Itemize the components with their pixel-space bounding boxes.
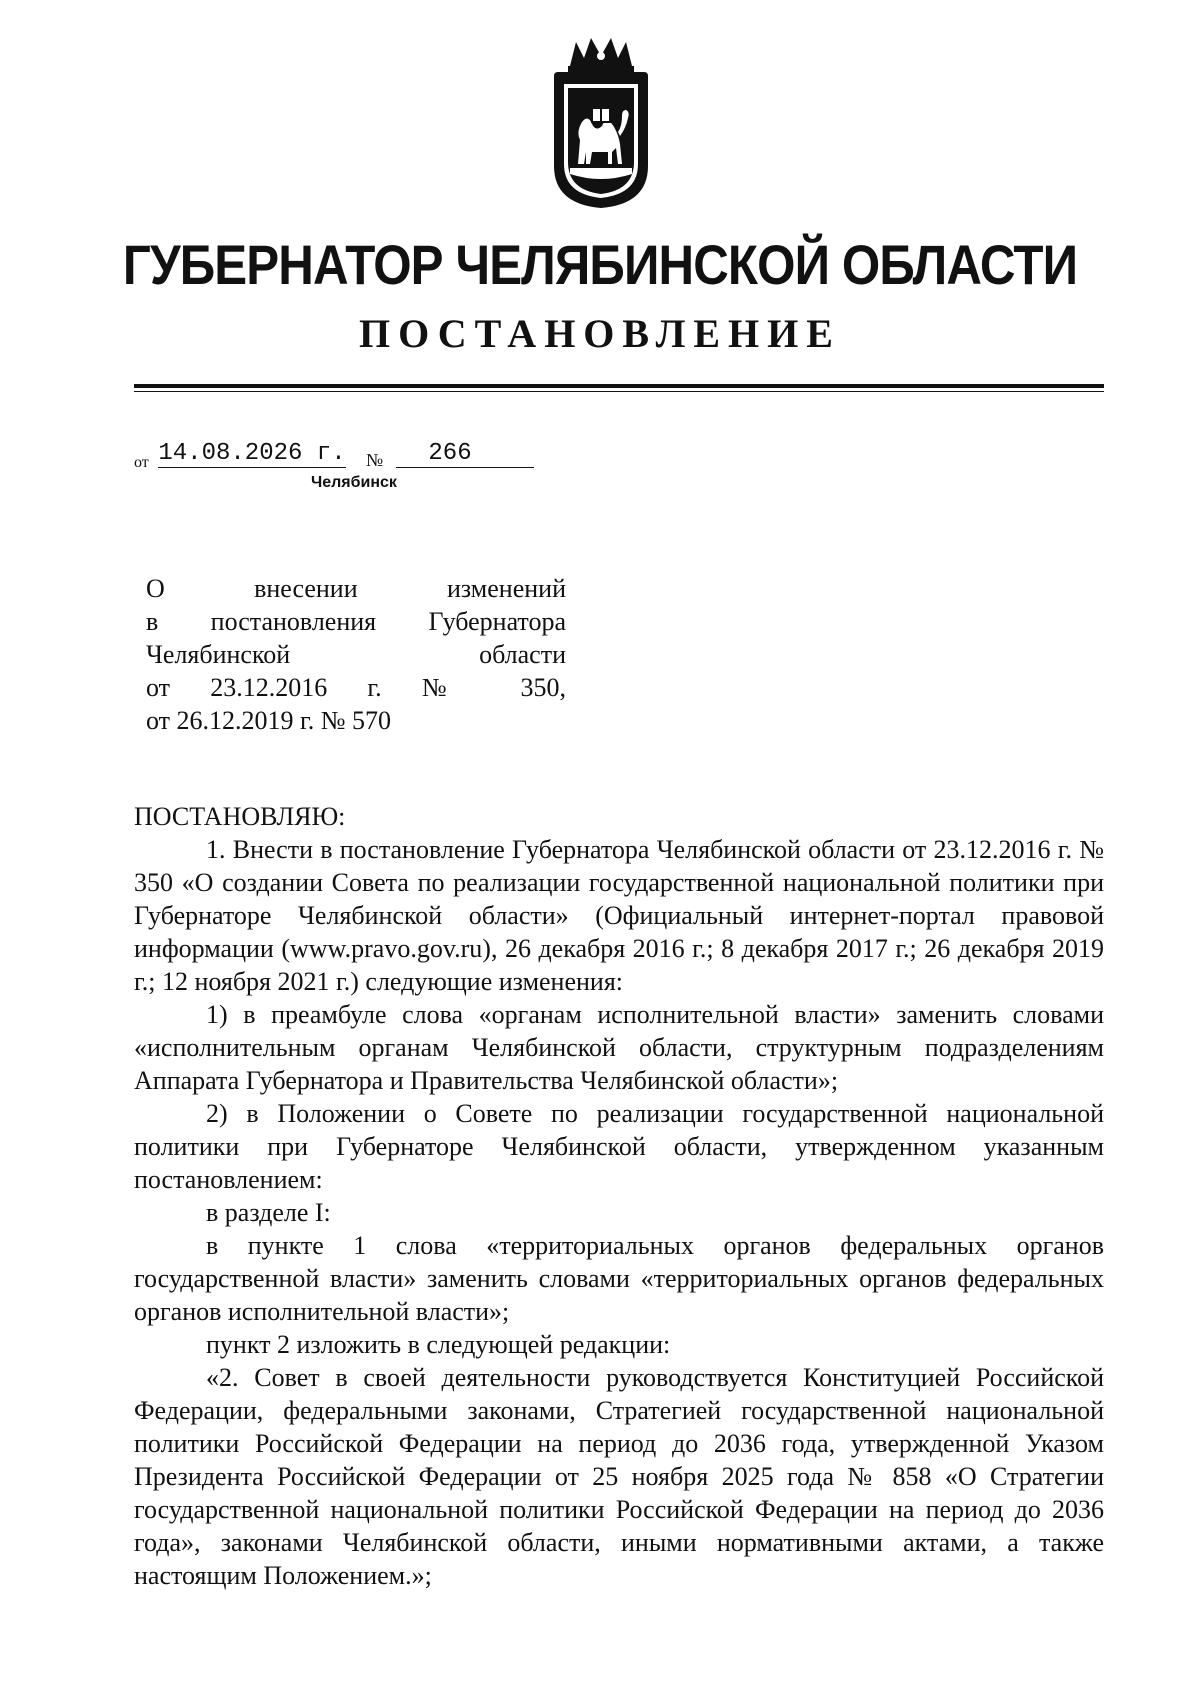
header-rule-thin xyxy=(134,391,1104,392)
city-name: Челябинск xyxy=(311,474,397,491)
subject-line: от 26.12.2019 г. № 570 xyxy=(146,706,392,735)
document-type: ПОСТАНОВЛЕНИЕ xyxy=(359,311,841,356)
resolution-heading: ПОСТАНОВЛЯЮ: xyxy=(134,802,346,831)
document-date: 14.08.2026 г. xyxy=(158,440,346,467)
document-subject xyxy=(146,572,566,737)
date-label: от xyxy=(134,454,149,471)
coat-of-arms-icon xyxy=(548,36,654,210)
body-paragraph: в разделе I: xyxy=(206,1198,331,1227)
document-number: 266 xyxy=(396,440,534,468)
subject-line: от 23.12.2016 г. № 350, xyxy=(146,673,566,702)
body-paragraph: пункт 2 изложить в следующей редакции: xyxy=(206,1330,671,1359)
subject-line: О внесении изменений xyxy=(146,574,566,603)
body-paragraph: 1) в преамбуле слова «органам исполнительной власти» заменить словами «исполнительным органам Челябинской области, структурным подразделениям Аппарата Губернатора и Правительства Челябинской области»; xyxy=(134,1000,1104,1095)
number-label: № xyxy=(366,450,384,470)
issuing-authority: ГУБЕРНАТОР ЧЕЛЯБИНСКОЙ ОБЛАСТИ xyxy=(122,233,1078,296)
subject-line: в постановления Губернатора xyxy=(146,607,566,636)
body-paragraph: 2) в Положении о Совете по реализации государственной национальной политики при Губернаторе Челябинской области, утвержденном указанным постановлением: xyxy=(134,1099,1104,1194)
document-body xyxy=(134,800,1104,1592)
header-rule-thick xyxy=(134,384,1104,388)
subject-line: Челябинской области xyxy=(146,640,566,669)
body-paragraph: 1. Внести в постановление Губернатора Челябинской области от 23.12.2016 г. № 350 «О создании Совета по реализации государственной национальной политики при Губернаторе Челябинской области» (Официальный интернет-портал правовой информации (www.pravo.gov.ru), 26 декабря 2016 г.; 8 декабря 2017 г.; 26 декабря 2019 г.; 12 ноября 2021 г.) следующие изменения: xyxy=(134,835,1104,996)
body-paragraph: в пункте 1 слова «территориальных органов федеральных органов государственной власти» заменить словами «территориальных органов федеральных органов исполнительной власти»; xyxy=(134,1231,1104,1326)
body-paragraph: «2. Совет в своей деятельности руководствуется Конституцией Российской Федерации, федеральными законами, Стратегией государственной национальной политики Российской Федерации на период до 2036 года, утвержденной Указом Президента Российской Федерации от 25 ноября 2025 года № 858 «О Стратегии государственной национальной политики Российской Федерации на период до 2036 года», законами Челябинской области, иными нормативными актами, а также настоящим Положением.»; xyxy=(134,1363,1104,1590)
